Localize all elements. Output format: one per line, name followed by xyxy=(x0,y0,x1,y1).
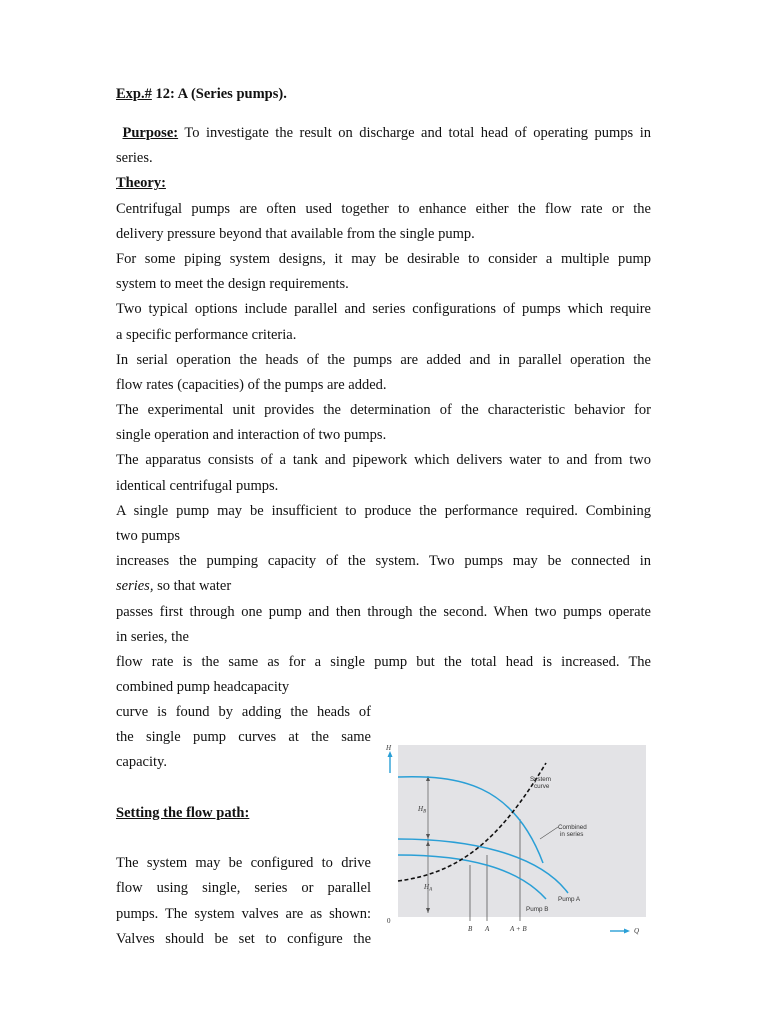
theory-body-line: The experimental unit provides the determination of the characteristic behavior for xyxy=(116,402,651,419)
series-line xyxy=(116,574,651,599)
purpose-line-1 xyxy=(116,121,651,146)
curve-explanation xyxy=(116,700,371,776)
theory-body-line: For some piping system designs, it may be desirable to consider a multiple pump xyxy=(116,250,651,267)
curve-explanation-line: capacity. xyxy=(116,754,167,771)
theory-body-continued-line: combined pump headcapacity xyxy=(116,679,290,696)
experiment-title xyxy=(116,86,287,103)
curve-explanation-line: the single pump curves at the same xyxy=(116,729,371,746)
narrow-column xyxy=(116,700,371,952)
theory-body xyxy=(116,197,651,575)
x-tick-a: A xyxy=(485,925,490,933)
flow-path-line: pumps. The system valves are as shown: xyxy=(116,905,371,922)
x-tick-a-plus-b: A + B xyxy=(510,925,527,933)
y-axis-label: H xyxy=(386,744,392,752)
figure-background xyxy=(398,745,646,917)
theory-body-line: In serial operation the heads of the pumps are added and in parallel operation the xyxy=(116,351,651,368)
theory-body-line: a specific performance criteria. xyxy=(116,326,297,343)
pump-b-label: Pump B xyxy=(526,906,549,913)
flow-path-body xyxy=(116,851,371,952)
curve-explanation-line: curve is found by adding the heads of xyxy=(116,704,371,720)
theory-body-continued-line: passes first through one pump and then through the second. When two pumps operate xyxy=(116,603,651,620)
purpose-line-2: series. xyxy=(116,150,153,167)
flow-path-heading: Setting the flow path: xyxy=(116,804,250,821)
purpose-text: To investigate the result on discharge and total head of operating pumps in xyxy=(178,125,651,141)
flow-path-line: The system may be configured to drive xyxy=(116,855,371,872)
theory-body-line: Two typical options include parallel and series configurations of pumps which require xyxy=(116,301,651,318)
ha-label: $H_A$ xyxy=(424,883,433,893)
series-pump-curve-figure xyxy=(388,743,648,935)
theory-body-continued xyxy=(116,600,651,701)
theory-body-line: A single pump may be insufficient to produce the performance required. Combining xyxy=(116,502,651,519)
theory-body-line: The apparatus consists of a tank and pipework which delivers water to and from two xyxy=(116,452,651,469)
theory-body-line: Centrifugal pumps are often used together to enhance either the flow rate or the xyxy=(116,200,651,217)
theory-body-line: increases the pumping capacity of the system. Two pumps may be connected in xyxy=(116,553,651,570)
spacer-2 xyxy=(116,826,371,851)
pump-a-label: Pump A xyxy=(558,896,581,903)
theory-body-line: identical centrifugal pumps. xyxy=(116,477,279,494)
spacer xyxy=(116,776,371,801)
combined-label: Combined xyxy=(558,824,587,831)
purpose-label: Purpose: xyxy=(122,125,179,141)
flow-path-line: Valves should be set to configure the xyxy=(116,930,371,947)
theory-heading: Theory: xyxy=(116,175,166,192)
title-rest: 12: A (Series pumps). xyxy=(151,86,287,102)
system-curve-label: System xyxy=(530,776,551,783)
theory-body-line: delivery pressure beyond that available from the single pump. xyxy=(116,225,475,242)
hb-label: $H_B$ xyxy=(418,805,427,815)
combined-label-2: in series xyxy=(560,831,584,838)
origin-label: 0 xyxy=(387,917,391,925)
x-tick-b: B xyxy=(468,925,473,933)
theory-body-line: two pumps xyxy=(116,528,181,544)
x-axis-label: Q xyxy=(634,927,640,935)
series-italic: series, xyxy=(116,578,154,595)
purpose-paragraph xyxy=(116,121,651,700)
theory-body-continued-line: in series, the xyxy=(116,628,189,645)
theory-body-continued-line: flow rate is the same as for a single pump but the total head is increased. The xyxy=(116,653,651,670)
theory-body-line: single operation and interaction of two pumps. xyxy=(116,427,387,444)
theory-body-line: flow rates (capacities) of the pumps are added. xyxy=(116,376,387,393)
series-rest: so that water xyxy=(153,578,232,595)
x-axis-arrowhead xyxy=(624,929,630,934)
system-curve-label-2: curve xyxy=(534,783,550,790)
theory-body-line: system to meet the design requirements. xyxy=(116,276,349,293)
pump-curve-diagram xyxy=(388,743,648,935)
title-prefix: Exp.# xyxy=(116,86,152,102)
flow-path-line: flow using single, series or parallel xyxy=(116,880,371,897)
